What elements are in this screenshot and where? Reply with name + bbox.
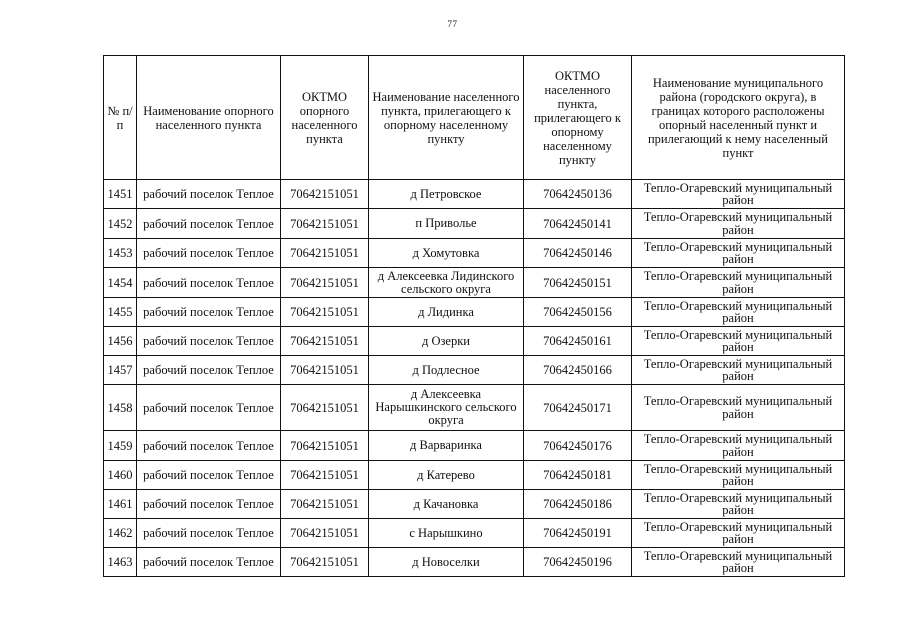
header-supporting-name: Наименование опорного населенного пункта <box>137 56 281 180</box>
table-row <box>104 385 845 431</box>
oktmo-supporting-cell: 70642151051 <box>281 356 369 385</box>
supporting-settlement-cell: рабочий поселок Теплое <box>137 490 281 519</box>
table-row <box>104 209 845 239</box>
municipal-district-cell: Тепло-Огаревский муниципальный район <box>632 385 845 431</box>
table-row <box>104 461 845 490</box>
oktmo-adjacent-cell: 70642450156 <box>524 298 632 327</box>
row-number-cell: 1462 <box>104 519 137 548</box>
row-number-cell: 1458 <box>104 385 137 431</box>
adjacent-settlement-cell: д Озерки <box>369 327 524 356</box>
row-number-cell: 1457 <box>104 356 137 385</box>
municipal-district-cell: Тепло-Огаревский муниципальный район <box>632 490 845 519</box>
oktmo-adjacent-cell: 70642450161 <box>524 327 632 356</box>
supporting-settlement-cell: рабочий поселок Теплое <box>137 180 281 209</box>
table-row <box>104 239 845 268</box>
page-number: 77 <box>447 19 458 29</box>
row-number-cell: 1452 <box>104 209 137 239</box>
oktmo-supporting-cell: 70642151051 <box>281 180 369 209</box>
oktmo-supporting-cell: 70642151051 <box>281 209 369 239</box>
adjacent-settlement-cell: с Нарышкино <box>369 519 524 548</box>
oktmo-adjacent-cell: 70642450171 <box>524 385 632 431</box>
table-row <box>104 268 845 298</box>
municipal-district-cell: Тепло-Огаревский муниципальный район <box>632 461 845 490</box>
adjacent-settlement-cell: д Катерево <box>369 461 524 490</box>
supporting-settlement-cell: рабочий поселок Теплое <box>137 385 281 431</box>
oktmo-supporting-cell: 70642151051 <box>281 268 369 298</box>
adjacent-settlement-cell: д Хомутовка <box>369 239 524 268</box>
supporting-settlement-cell: рабочий поселок Теплое <box>137 461 281 490</box>
row-number-cell: 1453 <box>104 239 137 268</box>
oktmo-adjacent-cell: 70642450196 <box>524 548 632 577</box>
table-row <box>104 548 845 577</box>
supporting-settlement-cell: рабочий поселок Теплое <box>137 431 281 461</box>
settlements-table <box>103 55 845 577</box>
oktmo-supporting-cell: 70642151051 <box>281 327 369 356</box>
adjacent-settlement-cell: д Подлесное <box>369 356 524 385</box>
oktmo-adjacent-cell: 70642450151 <box>524 268 632 298</box>
row-number-cell: 1451 <box>104 180 137 209</box>
adjacent-settlement-cell: д Варваринка <box>369 431 524 461</box>
municipal-district-cell: Тепло-Огаревский муниципальный район <box>632 327 845 356</box>
municipal-district-cell: Тепло-Огаревский муниципальный район <box>632 431 845 461</box>
municipal-district-cell: Тепло-Огаревский муниципальный район <box>632 356 845 385</box>
oktmo-adjacent-cell: 70642450191 <box>524 519 632 548</box>
supporting-settlement-cell: рабочий поселок Теплое <box>137 519 281 548</box>
table-row <box>104 298 845 327</box>
oktmo-supporting-cell: 70642151051 <box>281 548 369 577</box>
oktmo-supporting-cell: 70642151051 <box>281 519 369 548</box>
oktmo-adjacent-cell: 70642450166 <box>524 356 632 385</box>
oktmo-adjacent-cell: 70642450141 <box>524 209 632 239</box>
row-number-cell: 1459 <box>104 431 137 461</box>
supporting-settlement-cell: рабочий поселок Теплое <box>137 209 281 239</box>
municipal-district-cell: Тепло-Огаревский муниципальный район <box>632 548 845 577</box>
oktmo-supporting-cell: 70642151051 <box>281 490 369 519</box>
oktmo-adjacent-cell: 70642450186 <box>524 490 632 519</box>
header-oktmo-supporting: ОКТМО опорного населенного пункта <box>281 56 369 180</box>
oktmo-adjacent-cell: 70642450176 <box>524 431 632 461</box>
table-row <box>104 356 845 385</box>
supporting-settlement-cell: рабочий поселок Теплое <box>137 548 281 577</box>
row-number-cell: 1461 <box>104 490 137 519</box>
row-number-cell: 1454 <box>104 268 137 298</box>
row-number-cell: 1456 <box>104 327 137 356</box>
table-body <box>104 180 845 577</box>
table-row <box>104 180 845 209</box>
supporting-settlement-cell: рабочий поселок Теплое <box>137 356 281 385</box>
adjacent-settlement-cell: д Петровское <box>369 180 524 209</box>
row-number-cell: 1455 <box>104 298 137 327</box>
supporting-settlement-cell: рабочий поселок Теплое <box>137 327 281 356</box>
supporting-settlement-cell: рабочий поселок Теплое <box>137 239 281 268</box>
table-header-row <box>104 56 845 180</box>
adjacent-settlement-cell: д Алексеевка Лидинского сельского округа <box>369 268 524 298</box>
table-row <box>104 519 845 548</box>
oktmo-supporting-cell: 70642151051 <box>281 461 369 490</box>
municipal-district-cell: Тепло-Огаревский муниципальный район <box>632 239 845 268</box>
header-district: Наименование муниципального района (городского округа), в границах которого расположены опорный населенный пункт и прилегающий к нему населенный пункт <box>632 56 845 180</box>
row-number-cell: 1463 <box>104 548 137 577</box>
table-row <box>104 431 845 461</box>
adjacent-settlement-cell: п Приволье <box>369 209 524 239</box>
municipal-district-cell: Тепло-Огаревский муниципальный район <box>632 519 845 548</box>
header-oktmo-adjacent: ОКТМО населенного пункта, прилегающего к опорному населенному пункту <box>524 56 632 180</box>
table-row <box>104 327 845 356</box>
oktmo-adjacent-cell: 70642450136 <box>524 180 632 209</box>
oktmo-supporting-cell: 70642151051 <box>281 298 369 327</box>
adjacent-settlement-cell: д Алексеевка Нарышкинского сельского округа <box>369 385 524 431</box>
municipal-district-cell: Тепло-Огаревский муниципальный район <box>632 298 845 327</box>
header-adjacent-name: Наименование населенного пункта, прилегающего к опорному населенному пункту <box>369 56 524 180</box>
table-row <box>104 490 845 519</box>
oktmo-supporting-cell: 70642151051 <box>281 239 369 268</box>
supporting-settlement-cell: рабочий поселок Теплое <box>137 298 281 327</box>
row-number-cell: 1460 <box>104 461 137 490</box>
municipal-district-cell: Тепло-Огаревский муниципальный район <box>632 180 845 209</box>
adjacent-settlement-cell: д Новоселки <box>369 548 524 577</box>
supporting-settlement-cell: рабочий поселок Теплое <box>137 268 281 298</box>
oktmo-adjacent-cell: 70642450181 <box>524 461 632 490</box>
adjacent-settlement-cell: д Качановка <box>369 490 524 519</box>
oktmo-supporting-cell: 70642151051 <box>281 431 369 461</box>
header-num: № п/п <box>104 56 137 180</box>
municipal-district-cell: Тепло-Огаревский муниципальный район <box>632 209 845 239</box>
adjacent-settlement-cell: д Лидинка <box>369 298 524 327</box>
oktmo-adjacent-cell: 70642450146 <box>524 239 632 268</box>
municipal-district-cell: Тепло-Огаревский муниципальный район <box>632 268 845 298</box>
oktmo-supporting-cell: 70642151051 <box>281 385 369 431</box>
